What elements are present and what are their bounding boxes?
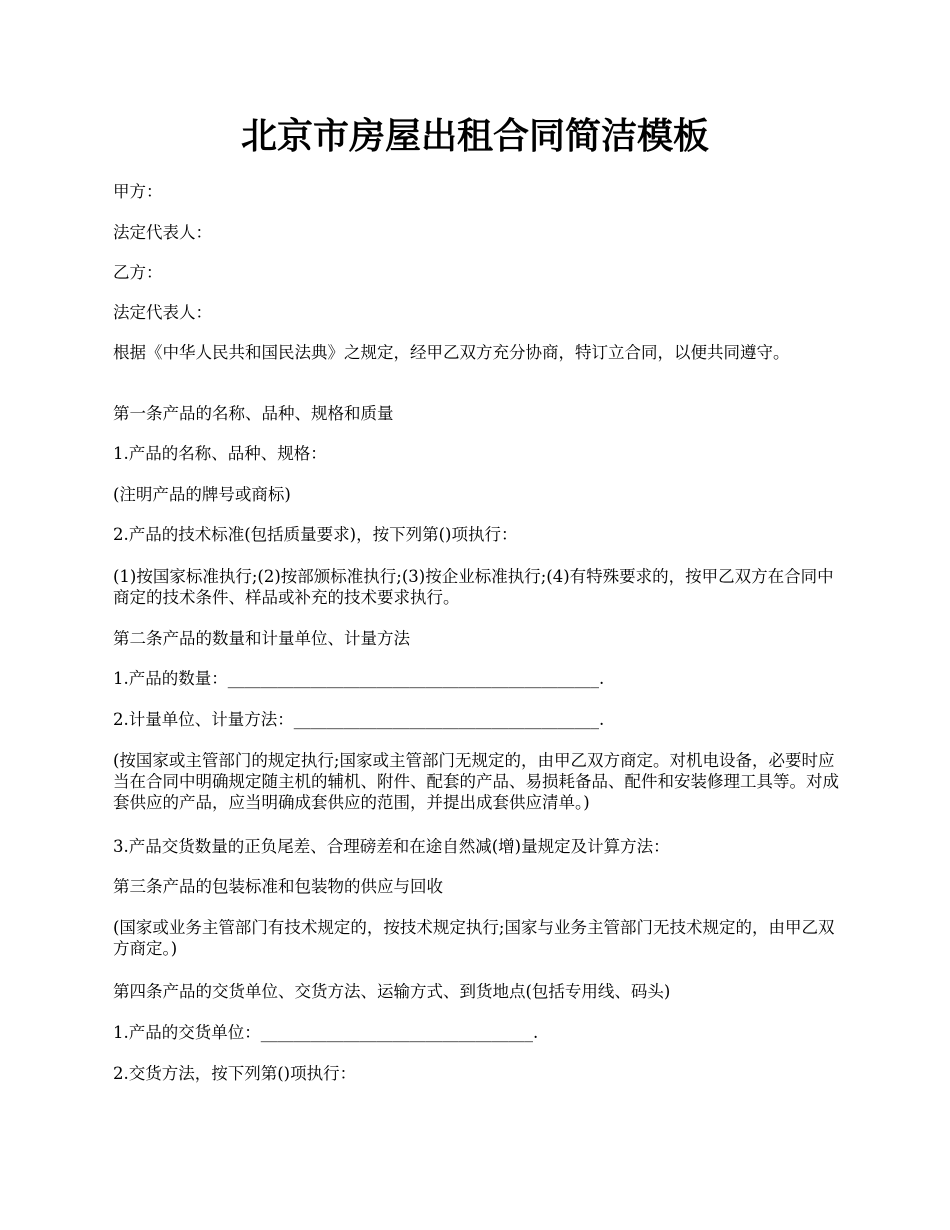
article-2-item-2: 2.计量单位、计量方法：_____________________________________.: [113, 710, 605, 729]
article-1-heading: 第一条产品的名称、品种、规格和质量: [113, 404, 394, 423]
article-3-heading: 第三条产品的包装标准和包装物的供应与回收: [113, 877, 443, 896]
article-1-item-2: 2.产品的技术标准(包括质量要求)，按下列第()项执行：: [113, 525, 518, 544]
article-4-heading: 第四条产品的交货单位、交货方法、运输方式、到货地点(包括专用线、码头): [113, 982, 671, 1001]
article-2-heading: 第二条产品的数量和计量单位、计量方法: [113, 629, 410, 648]
article-3-note: (国家或业务主管部门有技术规定的，按技术规定执行;国家与业务主管部门无技术规定的，由甲乙双方商定。): [113, 918, 835, 958]
article-2-item-3: 3.产品交货数量的正负尾差、合理磅差和在途自然减(增)量规定及计算方法：: [113, 837, 670, 856]
party-a-legal-representative: 法定代表人：: [113, 223, 212, 242]
party-a-label: 甲方：: [113, 182, 163, 201]
article-1-note: (注明产品的牌号或商标): [113, 485, 291, 504]
article-2-item-1: 1.产品的数量：_____________________________________________.: [113, 669, 605, 688]
article-4-item-2: 2.交货方法，按下列第()项执行：: [113, 1064, 357, 1083]
document-title: 北京市房屋出租合同简洁模板: [240, 115, 709, 157]
party-b-label: 乙方：: [113, 263, 163, 282]
article-1-standards-list: (1)按国家标准执行;(2)按部颁标准执行;(3)按企业标准执行;(4)有特殊要求的，按甲乙双方在合同中商定的技术条件、样品或补充的技术要求执行。: [113, 567, 834, 607]
preamble-paragraph: 根据《中华人民共和国民法典》之规定，经甲乙双方充分协商，特订立合同，以便共同遵守。: [113, 343, 790, 362]
article-4-item-1: 1.产品的交货单位：_________________________________.: [113, 1023, 539, 1042]
article-1-item-1: 1.产品的名称、品种、规格：: [113, 444, 327, 463]
party-b-legal-representative: 法定代表人：: [113, 303, 212, 322]
article-2-note: (按国家或主管部门的规定执行;国家或主管部门无规定的，由甲乙双方商定。对机电设备，必要时应当在合同中明确规定随主机的辅机、附件、配套的产品、易损耗备品、配件和安装修理工具等。对成套供应的产品，应当明确成套供应的范围，并提出成套供应清单。): [113, 751, 839, 812]
